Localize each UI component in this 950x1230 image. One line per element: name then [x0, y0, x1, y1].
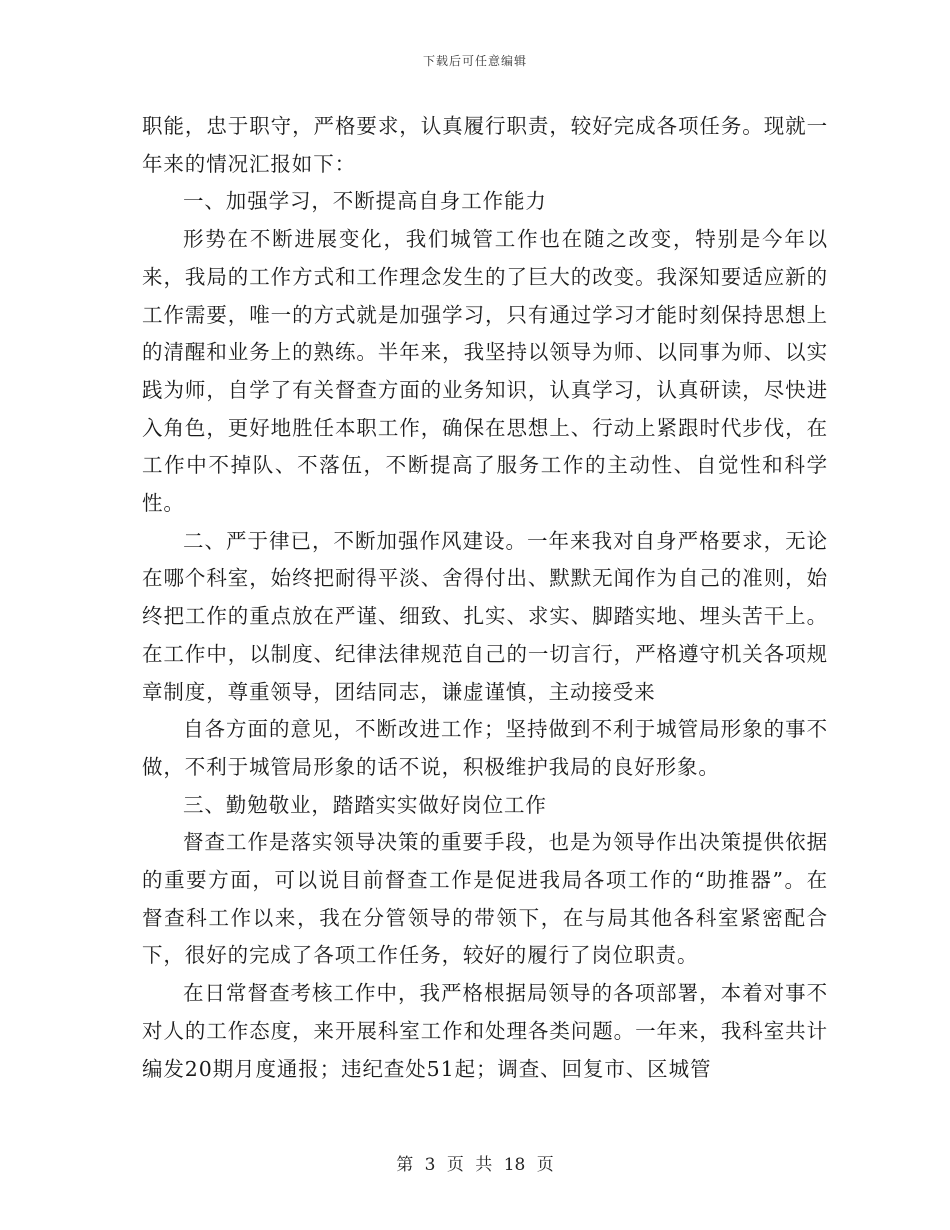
paragraph: 督查工作是落实领导决策的重要手段，也是为领导作出决策提供依据的重要方面，可以说目前督查工作是促进我局各项工作的“助推器”。在督查科工作以来，我在分管领导的带领下，在与局其他各科室紧密配合下，很好的完成了各项工作任务，较好的履行了岗位职责。: [142, 830, 828, 968]
document-body: [142, 108, 828, 1088]
paragraph: 形势在不断进展变化，我们城管工作也在随之改变，特别是今年以来，我局的工作方式和工作理念发生的了巨大的改变。我深知要适应新的工作需要，唯一的方式就是加强学习，只有通过学习才能时刻保持思想上的清醒和业务上的熟练。半年来，我坚持以领导为师、以同事为师、以实践为师，自学了有关督查方面的业务知识，认真学习，认真研读，尽快进入角色，更好地胜任本职工作，确保在思想上、行动上紧跟时代步伐，在工作中不掉队、不落伍，不断提高了服务工作的主动性、自觉性和科学性。: [142, 227, 828, 516]
section-heading-1: 一、加强学习，不断提高自身工作能力: [183, 189, 547, 214]
page-number: 第 3 页 共 18 页: [396, 1155, 554, 1175]
paragraph: 自各方面的意见，不断改进工作；坚持做到不利于城管局形象的事不做，不利于城管局形象的话不说，积极维护我局的良好形象。: [142, 717, 828, 779]
paragraph-continuation: 职能，忠于职守，严格要求，认真履行职责，较好完成各项任务。现就一年来的情况汇报如下：: [142, 114, 828, 176]
paragraph: 在日常督查考核工作中，我严格根据局领导的各项部署，本着对事不对人的工作态度，来开展科室工作和处理各类问题。一年来，我科室共计编发20期月度通报；违纪查处51起；调查、回复市、区城管: [142, 981, 828, 1081]
section-heading-3: 三、勤勉敬业，踏踏实实做好岗位工作: [183, 792, 547, 817]
section-heading-2: 二、严于律已，不断加强作风建设。一年来我对自身严格要求，无论在哪个科室，始终把耐得平淡、舍得付出、默默无闻作为自己的准则，始终把工作的重点放在严谨、细致、扎实、求实、脚踏实地、埋头苦干上。在工作中，以制度、纪律法律规范自己的一切言行，严格遵守机关各项规章制度，尊重领导，团结同志，谦虚谨慎，主动接受来: [142, 528, 828, 704]
header-note: 下载后可任意编辑: [422, 54, 527, 68]
